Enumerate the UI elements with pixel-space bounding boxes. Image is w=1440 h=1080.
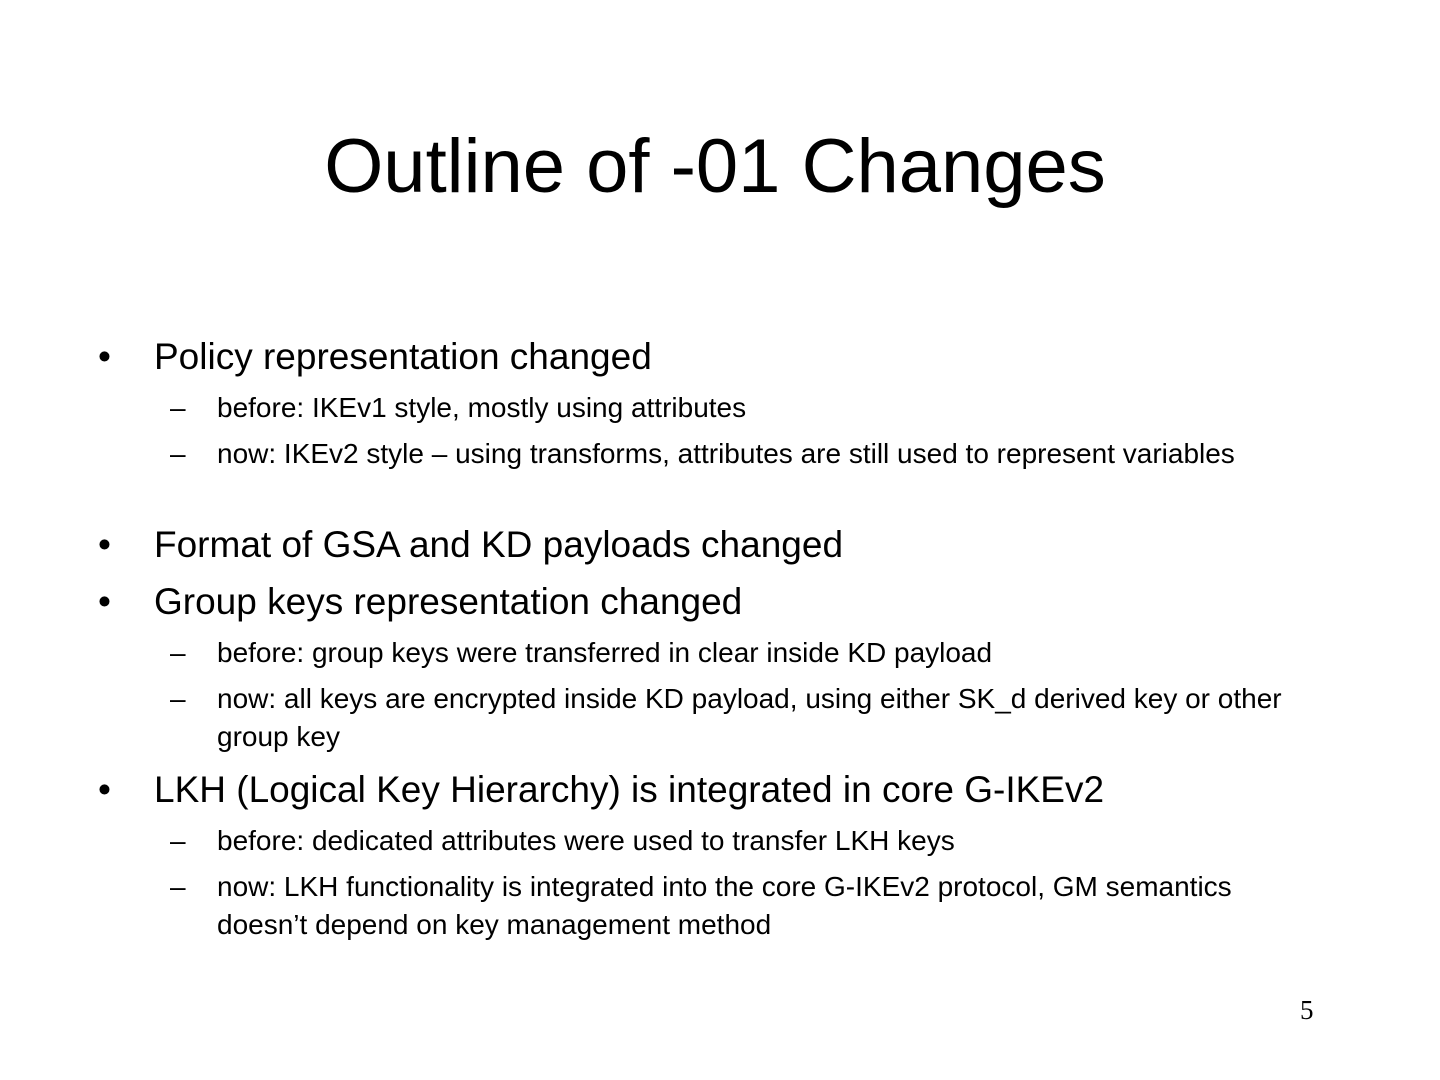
bullet-glyph: • <box>98 524 111 565</box>
bullet-text: Group keys representation changed <box>154 581 743 622</box>
sub-bullet-text: before: IKEv1 style, mostly using attributes <box>217 392 747 423</box>
sub-bullet-text: before: dedicated attributes were used to transfer LKH keys <box>217 825 955 856</box>
bullet-glyph: • <box>98 336 111 377</box>
dash-glyph: – <box>170 392 186 423</box>
slide-title: Outline of -01 Changes <box>324 124 1106 209</box>
bullet-text: Format of GSA and KD payloads changed <box>154 524 844 565</box>
sub-bullet-text: now: LKH functionality is integrated into the core G-IKEv2 protocol, GM semantics doesn’t depend on key management method <box>217 871 1232 940</box>
sub-bullet-text: now: IKEv2 style – using transforms, attributes are still used to represent variables <box>217 438 1235 469</box>
bullet-text: Policy representation changed <box>154 336 652 377</box>
dash-glyph: – <box>170 871 186 902</box>
sub-bullet-text: now: all keys are encrypted inside KD payload, using either SK_d derived key or other group key <box>217 683 1282 752</box>
page-number: 5 <box>1300 995 1314 1025</box>
bullet-text: LKH (Logical Key Hierarchy) is integrated in core G-IKEv2 <box>154 769 1105 810</box>
dash-glyph: – <box>170 825 186 856</box>
dash-glyph: – <box>170 438 186 469</box>
dash-glyph: – <box>170 683 186 714</box>
sub-bullet-text: before: group keys were transferred in clear inside KD payload <box>217 637 993 668</box>
bullet-glyph: • <box>98 581 111 622</box>
dash-glyph: – <box>170 637 186 668</box>
bullet-glyph: • <box>98 769 111 810</box>
